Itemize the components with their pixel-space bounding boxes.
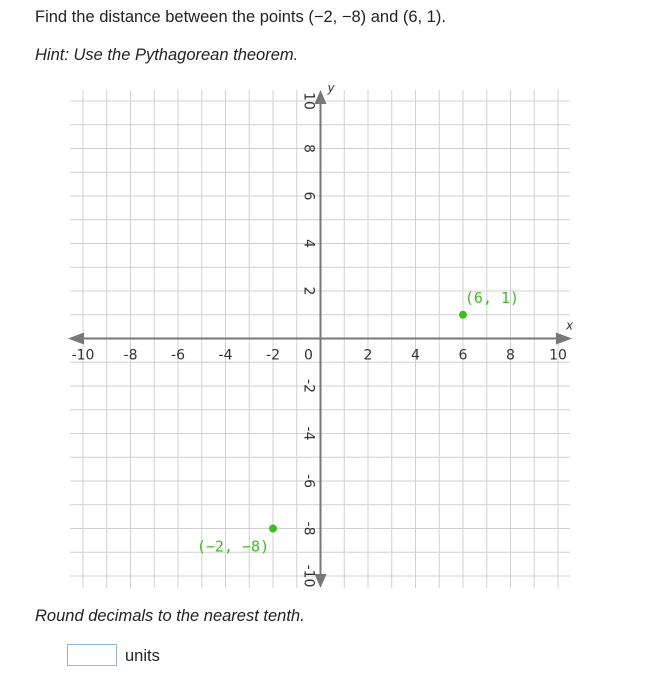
y-tick-label: 10 [300,92,317,110]
units-label: units [125,647,160,665]
plotted-points [196,286,520,556]
point-marker [269,525,277,533]
axes [68,81,574,588]
y-tick-label: 6 [300,191,317,201]
y-tick-label: 4 [300,239,317,248]
x-axis-right-arrow [556,333,572,345]
y-axis-name: y [327,81,335,95]
y-tick-label: -6 [300,474,317,488]
y-tick-label: -10 [300,564,317,588]
x-tick-label: 8 [506,347,515,364]
x-tick-label: -2 [266,347,280,364]
point-marker [459,311,467,319]
y-tick-label: 8 [300,144,317,153]
x-axis-name: x [566,318,574,333]
y-tick-label: -8 [300,521,317,536]
x-tick-label: 6 [458,347,468,364]
y-tick-label: 2 [300,286,317,296]
x-axis-left-arrow [68,333,84,345]
x-tick-label: 10 [549,347,567,364]
tick-labels [72,92,567,587]
hint-text: Hint: Use the Pythagorean theorem. [35,46,299,64]
x-tick-label: 2 [363,347,373,364]
question-text: Find the distance between the points (−2, −8) and (6, 1). [35,8,446,26]
answer-input[interactable] [67,644,117,666]
y-tick-label: -4 [300,426,317,441]
x-tick-label: 4 [411,347,420,364]
x-tick-label: 0 [304,347,313,364]
x-tick-label: -8 [123,347,138,364]
x-tick-label: -4 [218,347,233,364]
rounding-instruction: Round decimals to the nearest tenth. [35,607,305,625]
x-tick-label: -6 [171,347,185,364]
point-label: (−2, −8) [196,537,270,556]
y-tick-label: -2 [300,379,317,393]
point-label: (6, 1) [464,288,520,307]
x-tick-label: -10 [71,347,95,364]
